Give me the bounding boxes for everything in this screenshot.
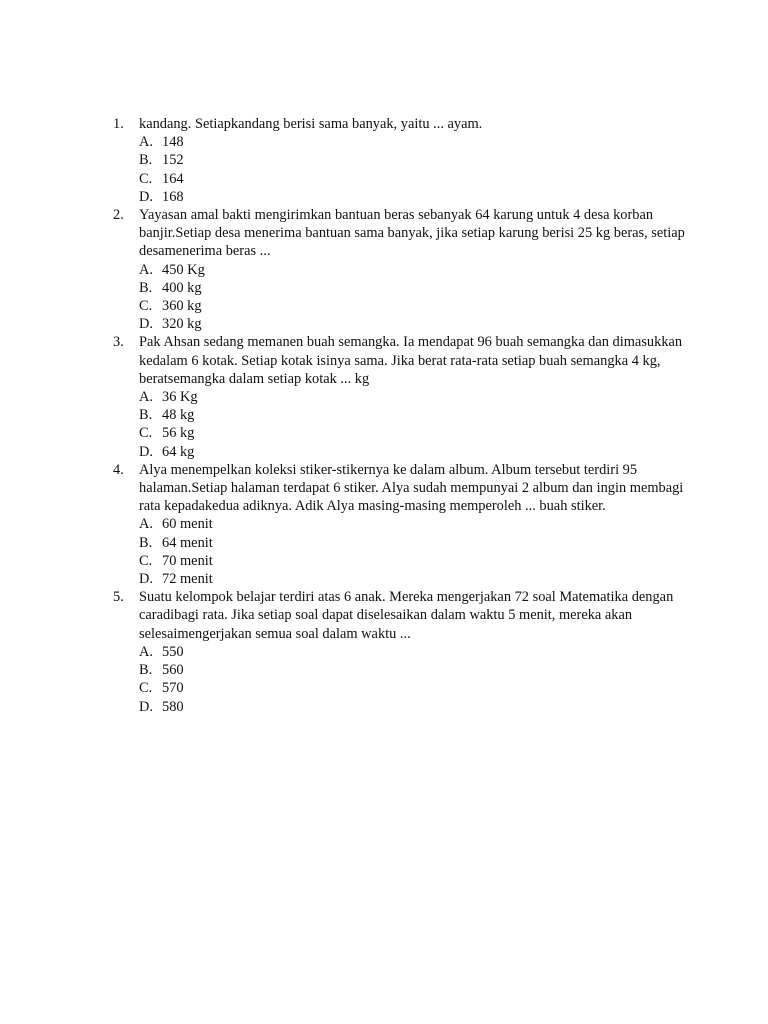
- answer-option: [139, 261, 693, 279]
- answer-option: [139, 170, 693, 188]
- answer-option: [139, 661, 693, 679]
- question-number: 1.: [113, 116, 124, 132]
- question-list: [113, 115, 693, 716]
- answer-option: [139, 515, 693, 533]
- question-item: [113, 461, 693, 588]
- option-letter: C.: [139, 425, 153, 442]
- option-text: 152: [162, 152, 184, 169]
- question-number: 4.: [113, 461, 124, 478]
- question-number: 3.: [113, 334, 124, 351]
- option-letter: D.: [139, 698, 153, 715]
- answer-option: [139, 443, 693, 461]
- answer-option: [139, 552, 693, 570]
- answer-option: [139, 406, 693, 424]
- answer-option: [139, 424, 693, 442]
- question-text: Yayasan amal bakti mengirimkan bantuan beras sebanyak 64 karung untuk 4 desa korban banjir.Setiap desa menerima bantuan sama banyak, jika setiap karung berisi 25 kg beras, setiap desamenerima beras ...: [139, 207, 685, 260]
- option-letter: A.: [139, 516, 153, 533]
- option-letter: A.: [139, 261, 153, 278]
- option-text: 64 menit: [162, 534, 213, 551]
- answer-option: [139, 188, 693, 206]
- option-text: 168: [162, 188, 184, 205]
- answer-option: [139, 297, 693, 315]
- question-number: 2.: [113, 207, 124, 224]
- option-text: 550: [162, 643, 184, 660]
- answer-option: [139, 534, 693, 552]
- option-text: 48 kg: [162, 407, 195, 424]
- answer-option: [139, 698, 693, 716]
- question-item: [113, 333, 693, 460]
- option-letter: D.: [139, 188, 153, 205]
- option-letter: D.: [139, 571, 153, 588]
- option-text: 36 Kg: [162, 389, 198, 406]
- question-item: [113, 206, 693, 333]
- answer-option: [139, 570, 693, 588]
- option-text: 360 kg: [162, 298, 202, 315]
- answer-option: [139, 133, 693, 151]
- answer-option: [139, 151, 693, 169]
- option-letter: B.: [139, 534, 153, 551]
- question-item: [113, 588, 693, 715]
- option-letter: C.: [139, 170, 153, 187]
- option-letter: B.: [139, 407, 153, 424]
- option-text: 64 kg: [162, 443, 195, 460]
- option-text: 450 Kg: [162, 261, 205, 278]
- option-text: 400 kg: [162, 279, 202, 296]
- question-number: 5.: [113, 589, 124, 606]
- question-text: kandang. Setiapkandang berisi sama banyak, yaitu ... ayam.: [139, 116, 483, 132]
- option-text: 580: [162, 698, 184, 715]
- answer-option: [139, 643, 693, 661]
- option-letter: D.: [139, 443, 153, 460]
- answer-option: [139, 279, 693, 297]
- option-text: 560: [162, 662, 184, 679]
- option-letter: C.: [139, 552, 153, 569]
- question-text: Pak Ahsan sedang memanen buah semangka. Ia mendapat 96 buah semangka dan dimasukkan kedalam 6 kotak. Setiap kotak isinya sama. Jika berat rata-rata setiap buah semangka 4 kg, beratsemangka dalam setiap kotak ... kg: [139, 334, 683, 387]
- option-letter: A.: [139, 389, 153, 406]
- question-text: Suatu kelompok belajar terdiri atas 6 anak. Mereka mengerjakan 72 soal Matematika dengan caradibagi rata. Jika setiap soal dapat diselesaikan dalam waktu 5 menit, mereka akan selesaimengerjakan semua soal dalam waktu ...: [139, 589, 674, 642]
- option-text: 56 kg: [162, 425, 195, 442]
- option-letter: B.: [139, 279, 153, 296]
- option-letter: C.: [139, 298, 153, 315]
- option-text: 148: [162, 134, 184, 151]
- option-text: 164: [162, 170, 184, 187]
- answer-option: [139, 679, 693, 697]
- option-letter: B.: [139, 662, 153, 679]
- option-letter: D.: [139, 316, 153, 333]
- question-text: Alya menempelkan koleksi stiker-stikernya ke dalam album. Album tersebut terdiri 95 halaman.Setiap halaman terdapat 6 stiker. Alya sudah mempunyai 2 album dan ingin membagi rata kepadakedua adiknya. Adik Alya masing-masing memperoleh ... buah stiker.: [139, 461, 684, 515]
- option-letter: A.: [139, 643, 153, 660]
- answer-option: [139, 315, 693, 333]
- answer-option: [139, 388, 693, 406]
- option-text: 60 menit: [162, 516, 213, 533]
- option-letter: B.: [139, 152, 153, 169]
- question-item: [113, 115, 693, 206]
- option-text: 320 kg: [162, 316, 202, 333]
- option-text: 570: [162, 680, 184, 697]
- option-letter: C.: [139, 680, 153, 697]
- option-letter: A.: [139, 134, 153, 151]
- option-text: 70 menit: [162, 552, 213, 569]
- option-text: 72 menit: [162, 571, 213, 588]
